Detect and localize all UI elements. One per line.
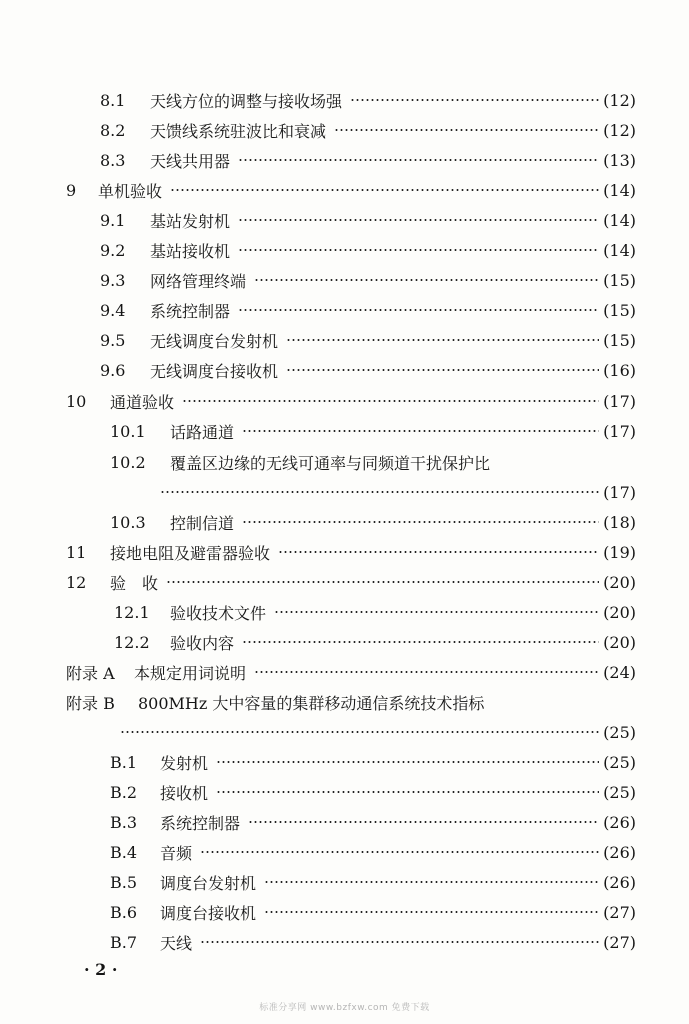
toc-title: 系统控制器 (150, 301, 231, 321)
dot-leader (216, 761, 599, 763)
toc-page-ref: (27) (603, 902, 636, 922)
dot-leader (242, 641, 599, 643)
toc-number: B.1 (110, 752, 138, 772)
toc-number: 10.3 (110, 512, 146, 532)
toc-entry-appendix-a[interactable] (66, 660, 636, 684)
toc-title: 发射机 (160, 753, 209, 773)
toc-number: 9.2 (100, 240, 126, 260)
dot-leader (242, 521, 599, 523)
dot-leader (350, 99, 599, 101)
dot-leader (278, 551, 599, 553)
dot-leader (264, 911, 599, 913)
dot-leader (160, 491, 599, 493)
toc-title: 本规定用词说明 (134, 663, 247, 683)
toc-page-ref: (17) (603, 421, 636, 441)
toc-title: 天线共用器 (150, 151, 231, 171)
toc-entry-12-2[interactable] (114, 630, 636, 654)
toc-page-ref: (24) (603, 662, 636, 682)
toc-page-ref: (25) (603, 752, 636, 772)
toc-entry-9-3[interactable] (100, 268, 636, 292)
toc-title: 天线 (160, 933, 193, 953)
toc-page-ref: (26) (603, 812, 636, 832)
toc-entry-9-6[interactable] (100, 358, 636, 382)
dot-leader (200, 941, 599, 943)
toc-number: 附录 A (66, 663, 115, 683)
toc-entry-10-2-continuation[interactable] (160, 480, 636, 504)
toc-title: 基站接收机 (150, 241, 231, 261)
dot-leader (242, 430, 599, 432)
toc-number: B.5 (110, 872, 138, 892)
toc-number: B.3 (110, 812, 138, 832)
toc-number: B.7 (110, 932, 138, 952)
page-number: · 2 · (84, 960, 118, 979)
toc-entry-9-5[interactable] (100, 328, 636, 352)
toc-page-ref: (19) (603, 542, 636, 562)
toc-number: B.2 (110, 782, 138, 802)
toc-page-ref: (20) (603, 602, 636, 622)
toc-page-ref: (14) (603, 240, 636, 260)
dot-leader (166, 581, 599, 583)
toc-page-ref: (17) (603, 482, 636, 502)
toc-entry-b-1[interactable] (110, 750, 636, 774)
toc-entry-11[interactable] (66, 540, 636, 564)
toc-title: 接地电阻及避雷器验收 (110, 543, 271, 563)
toc-entry-9-1[interactable] (100, 208, 636, 232)
dot-leader (238, 159, 599, 161)
toc-title: 调度台接收机 (160, 903, 257, 923)
toc-number: 12.1 (114, 602, 150, 622)
toc-page-ref: (12) (603, 90, 636, 110)
toc-number: 9.4 (100, 300, 126, 320)
dot-leader (274, 611, 599, 613)
dot-leader (238, 219, 599, 221)
toc-entry-9-4[interactable] (100, 298, 636, 322)
toc-entry-9[interactable] (66, 178, 636, 202)
toc-number: 10.1 (110, 421, 146, 441)
toc-page-ref: (16) (603, 360, 636, 380)
toc-title: 控制信道 (170, 513, 235, 533)
toc-entry-10-3[interactable] (110, 510, 636, 534)
toc-number: 附录 B (66, 693, 115, 713)
toc-entry-8-3[interactable] (100, 148, 636, 172)
toc-number: 10 (66, 391, 87, 411)
toc-page-ref: (13) (603, 150, 636, 170)
toc-page-ref: (25) (603, 722, 636, 742)
toc-title: 调度台发射机 (160, 873, 257, 893)
toc-number: 12.2 (114, 632, 150, 652)
toc-number: 8.1 (100, 90, 126, 110)
dot-leader (286, 369, 599, 371)
toc-title: 音频 (160, 843, 193, 863)
toc-title: 天线方位的调整与接收场强 (150, 91, 343, 111)
toc-page-ref: (20) (603, 632, 636, 652)
toc-number: 9.5 (100, 330, 126, 350)
toc-page-ref: (14) (603, 210, 636, 230)
toc-number: B.6 (110, 902, 138, 922)
toc-entry-8-2[interactable] (100, 118, 636, 142)
toc-entry-b-7[interactable] (110, 930, 636, 954)
toc-entry-9-2[interactable] (100, 238, 636, 262)
toc-title: 网络管理终端 (150, 271, 247, 291)
toc-title: 单机验收 (98, 181, 163, 201)
toc-number: 11 (66, 542, 87, 562)
toc-number: 9.1 (100, 210, 126, 230)
toc-entry-b-6[interactable] (110, 900, 636, 924)
toc-number: 12 (66, 572, 87, 592)
toc-page-ref: (14) (603, 180, 636, 200)
toc-page-ref: (18) (603, 512, 636, 532)
toc-title: 验收内容 (170, 633, 235, 653)
toc-page-ref: (26) (603, 872, 636, 892)
toc-page-ref: (15) (603, 270, 636, 290)
toc-entry-10[interactable] (66, 389, 636, 413)
toc-page-ref: (26) (603, 842, 636, 862)
toc-title: 800MHz 大中容量的集群移动通信系统技术指标 (138, 693, 485, 713)
toc-title: 天馈线系统驻波比和衰减 (150, 121, 327, 141)
toc-entry-12-1[interactable] (114, 600, 636, 624)
dot-leader (182, 400, 599, 402)
toc-page-ref: (25) (603, 782, 636, 802)
toc-title: 无线调度台发射机 (150, 331, 279, 351)
dot-leader (238, 309, 599, 311)
toc-number: 8.2 (100, 120, 126, 140)
toc-title: 通道验收 (110, 392, 175, 412)
toc-title: 接收机 (160, 783, 209, 803)
dot-leader (200, 851, 599, 853)
toc-title: 基站发射机 (150, 211, 231, 231)
toc-number: 9 (66, 180, 77, 200)
footer-watermark: 标准分享网 www.bzfxw.com 免费下载 (259, 1003, 430, 1013)
dot-leader (170, 189, 599, 191)
toc-entry-b-5[interactable] (110, 870, 636, 894)
toc-entry-10-1[interactable] (110, 419, 636, 443)
toc-number: B.4 (110, 842, 138, 862)
toc-number: 8.3 (100, 150, 126, 170)
toc-entry-b-2[interactable] (110, 780, 636, 804)
toc-page-ref: (27) (603, 932, 636, 952)
toc-title: 覆盖区边缘的无线可通率与同频道干扰保护比 (170, 453, 491, 473)
dot-leader (248, 821, 599, 823)
dot-leader (216, 791, 599, 793)
toc-title: 话路通道 (170, 422, 235, 442)
toc-page-ref: (12) (603, 120, 636, 140)
toc-entry-8-1[interactable] (100, 88, 636, 112)
dot-leader (286, 339, 599, 341)
toc-page-ref: (15) (603, 300, 636, 320)
toc-page-ref: (17) (603, 391, 636, 411)
dot-leader (120, 731, 599, 733)
toc-entry-appendix-b-continuation[interactable] (120, 720, 636, 744)
toc-entry-b-4[interactable] (110, 840, 636, 864)
toc-title: 验 收 (110, 573, 159, 593)
toc-entry-b-3[interactable] (110, 810, 636, 834)
toc-number: 9.6 (100, 360, 126, 380)
toc-entry-12[interactable] (66, 570, 636, 594)
toc-number: 10.2 (110, 452, 146, 472)
toc-page-ref: (20) (603, 572, 636, 592)
toc-number: 9.3 (100, 270, 126, 290)
toc-entry-10-2[interactable] (110, 450, 636, 474)
dot-leader (254, 279, 599, 281)
toc-title: 验收技术文件 (170, 603, 267, 623)
toc-title: 无线调度台接收机 (150, 361, 279, 381)
toc-page-ref: (15) (603, 330, 636, 350)
dot-leader (264, 881, 599, 883)
dot-leader (334, 129, 599, 131)
dot-leader (238, 249, 599, 251)
dot-leader (254, 671, 599, 673)
toc-entry-appendix-b[interactable] (66, 690, 636, 714)
toc-title: 系统控制器 (160, 813, 241, 833)
